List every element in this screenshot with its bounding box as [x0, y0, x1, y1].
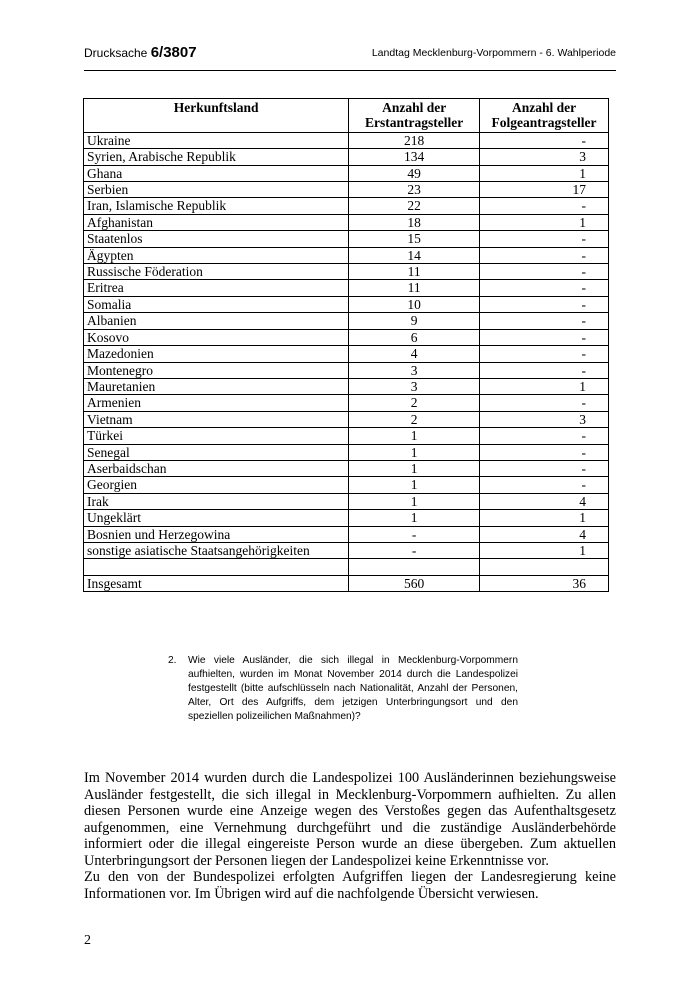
answer-paragraph-1: Im November 2014 wurden durch die Landespolizei 100 Ausländerinnen beziehungsweise Ausländer festgestellt, die sich illegal in Mecklenburg-Vorpommern aufhielten. Zu allen diesen Personen wurde eine Anzeige wegen des Verstoßes gegen das Aufenthaltsgesetz aufgenommen, eine Vernehmung durchgeführt und die zuständige Ausländerbehörde informiert oder die illegal eingereiste Person wurde an diese übergeben. Zum aktuellen Unterbringungsort der Personen liegen der Landespolizei keine Erkenntnisse vor.: [84, 770, 616, 869]
page-header: [84, 44, 616, 71]
cell-follow: 1: [480, 542, 609, 558]
cell-first: 9: [349, 313, 480, 329]
cell-follow: -: [480, 362, 609, 378]
cell-follow: -: [480, 132, 609, 148]
cell-first: -: [349, 542, 480, 558]
cell-first: 6: [349, 329, 480, 345]
country-table: [83, 98, 609, 592]
cell-country: Iran, Islamische Republik: [84, 198, 349, 214]
cell-follow: -: [480, 280, 609, 296]
cell-country: Albanien: [84, 313, 349, 329]
cell-country: Ghana: [84, 165, 349, 181]
drucksache-text: Drucksache: [84, 46, 148, 60]
cell-first: 15: [349, 231, 480, 247]
cell-country: Mazedonien: [84, 346, 349, 362]
cell-country: [84, 559, 349, 575]
drucksache-number: 6/3807: [150, 44, 197, 61]
cell-first: 1: [349, 444, 480, 460]
cell-first: [349, 559, 480, 575]
cell-country: Bosnien und Herzegowina: [84, 526, 349, 542]
table-row: [84, 444, 609, 460]
cell-follow: [480, 559, 609, 575]
cell-first: 3: [349, 378, 480, 394]
cell-first: 2: [349, 395, 480, 411]
question-text: Wie viele Ausländer, die sich illegal in Mecklenburg-Vorpommern aufhielten, wurden im Monat November 2014 durch die Landespolizei festgestellt (bitte aufschlüsseln nach Nationalität, Anzahl der Personen, Alter, Ort des Aufgriffs, dem jetzigen Unterbringungsort und den speziellen polizeilichen Maßnahmen)?: [188, 655, 518, 722]
cell-first: 49: [349, 165, 480, 181]
cell-country: Ägypten: [84, 247, 349, 263]
table-row: [84, 346, 609, 362]
table-row-blank: [84, 559, 609, 575]
question-number: 2.: [168, 655, 177, 666]
cell-first: 18: [349, 214, 480, 230]
cell-first: 23: [349, 182, 480, 198]
cell-country: Kosovo: [84, 329, 349, 345]
answer-paragraph-2: Zu den von der Bundespolizei erfolgten Aufgriffen liegen der Landesregierung keine Informationen vor. Im Übrigen wird auf die nachfolgende Übersicht verwiesen.: [84, 869, 616, 902]
cell-follow: 3: [480, 149, 609, 165]
table-row: [84, 132, 609, 148]
cell-country: Somalia: [84, 296, 349, 312]
cell-first: 1: [349, 510, 480, 526]
cell-country: Montenegro: [84, 362, 349, 378]
cell-follow: -: [480, 247, 609, 263]
page-number: 2: [84, 933, 91, 948]
table-row: [84, 428, 609, 444]
cell-follow: 1: [480, 165, 609, 181]
cell-first: 1: [349, 460, 480, 476]
cell-follow: 4: [480, 526, 609, 542]
cell-first: 11: [349, 280, 480, 296]
table-row: [84, 477, 609, 493]
cell-follow: -: [480, 296, 609, 312]
cell-follow: -: [480, 428, 609, 444]
table-row: [84, 264, 609, 280]
cell-follow: 17: [480, 182, 609, 198]
cell-first: -: [349, 526, 480, 542]
cell-country: Ukraine: [84, 132, 349, 148]
cell-country: Syrien, Arabische Republik: [84, 149, 349, 165]
question-block: [168, 654, 518, 724]
cell-country: Armenien: [84, 395, 349, 411]
table-row: [84, 198, 609, 214]
header-first-applicants: Anzahl der Erstantragsteller: [349, 99, 480, 133]
cell-follow: 1: [480, 214, 609, 230]
cell-country: Serbien: [84, 182, 349, 198]
table-row: [84, 526, 609, 542]
cell-follow: -: [480, 444, 609, 460]
cell-country: Mauretanien: [84, 378, 349, 394]
table-row: [84, 395, 609, 411]
cell-country: Irak: [84, 493, 349, 509]
cell-follow: -: [480, 313, 609, 329]
cell-country: Eritrea: [84, 280, 349, 296]
cell-first: 1: [349, 493, 480, 509]
cell-first: 1: [349, 477, 480, 493]
cell-country: Senegal: [84, 444, 349, 460]
table-row: [84, 296, 609, 312]
table-row: [84, 493, 609, 509]
drucksache-label: [84, 44, 197, 61]
cell-follow: 1: [480, 510, 609, 526]
cell-first: 1: [349, 428, 480, 444]
cell-follow: 3: [480, 411, 609, 427]
header-follow-applicants: Anzahl der Folgeantragsteller: [480, 99, 609, 133]
table-row-total: [84, 575, 609, 591]
cell-country: Türkei: [84, 428, 349, 444]
cell-first: 4: [349, 346, 480, 362]
header-country: Herkunftsland: [84, 99, 349, 133]
cell-first: 10: [349, 296, 480, 312]
cell-country: Afghanistan: [84, 214, 349, 230]
cell-first: 3: [349, 362, 480, 378]
table-row: [84, 542, 609, 558]
cell-follow: -: [480, 198, 609, 214]
table-row: [84, 247, 609, 263]
cell-first: 218: [349, 132, 480, 148]
cell-country: sonstige asiatische Staatsangehörigkeiten: [84, 542, 349, 558]
table-row: [84, 214, 609, 230]
cell-follow: 4: [480, 493, 609, 509]
cell-country: Insgesamt: [84, 575, 349, 591]
cell-first: 11: [349, 264, 480, 280]
cell-country: Staatenlos: [84, 231, 349, 247]
cell-follow: -: [480, 460, 609, 476]
table-row: [84, 510, 609, 526]
table-row: [84, 362, 609, 378]
table-row: [84, 149, 609, 165]
cell-country: Vietnam: [84, 411, 349, 427]
table-row: [84, 313, 609, 329]
cell-follow: 1: [480, 378, 609, 394]
table-row: [84, 411, 609, 427]
cell-follow: -: [480, 329, 609, 345]
table-row: [84, 182, 609, 198]
table-row: [84, 460, 609, 476]
cell-country: Georgien: [84, 477, 349, 493]
table-row: [84, 329, 609, 345]
cell-follow: -: [480, 231, 609, 247]
cell-follow: 36: [480, 575, 609, 591]
header-parliament: Landtag Mecklenburg-Vorpommern - 6. Wahlperiode: [371, 47, 616, 59]
cell-country: Russische Föderation: [84, 264, 349, 280]
cell-follow: -: [480, 395, 609, 411]
cell-first: 134: [349, 149, 480, 165]
table-row: [84, 231, 609, 247]
cell-first: 14: [349, 247, 480, 263]
table-row: [84, 378, 609, 394]
cell-country: Ungeklärt: [84, 510, 349, 526]
cell-follow: -: [480, 477, 609, 493]
table-row: [84, 280, 609, 296]
table-row: [84, 165, 609, 181]
cell-first: 2: [349, 411, 480, 427]
cell-first: 22: [349, 198, 480, 214]
cell-country: Aserbaidschan: [84, 460, 349, 476]
cell-follow: -: [480, 264, 609, 280]
cell-follow: -: [480, 346, 609, 362]
cell-first: 560: [349, 575, 480, 591]
table-header-row: [84, 99, 609, 133]
answer-block: [84, 770, 616, 902]
